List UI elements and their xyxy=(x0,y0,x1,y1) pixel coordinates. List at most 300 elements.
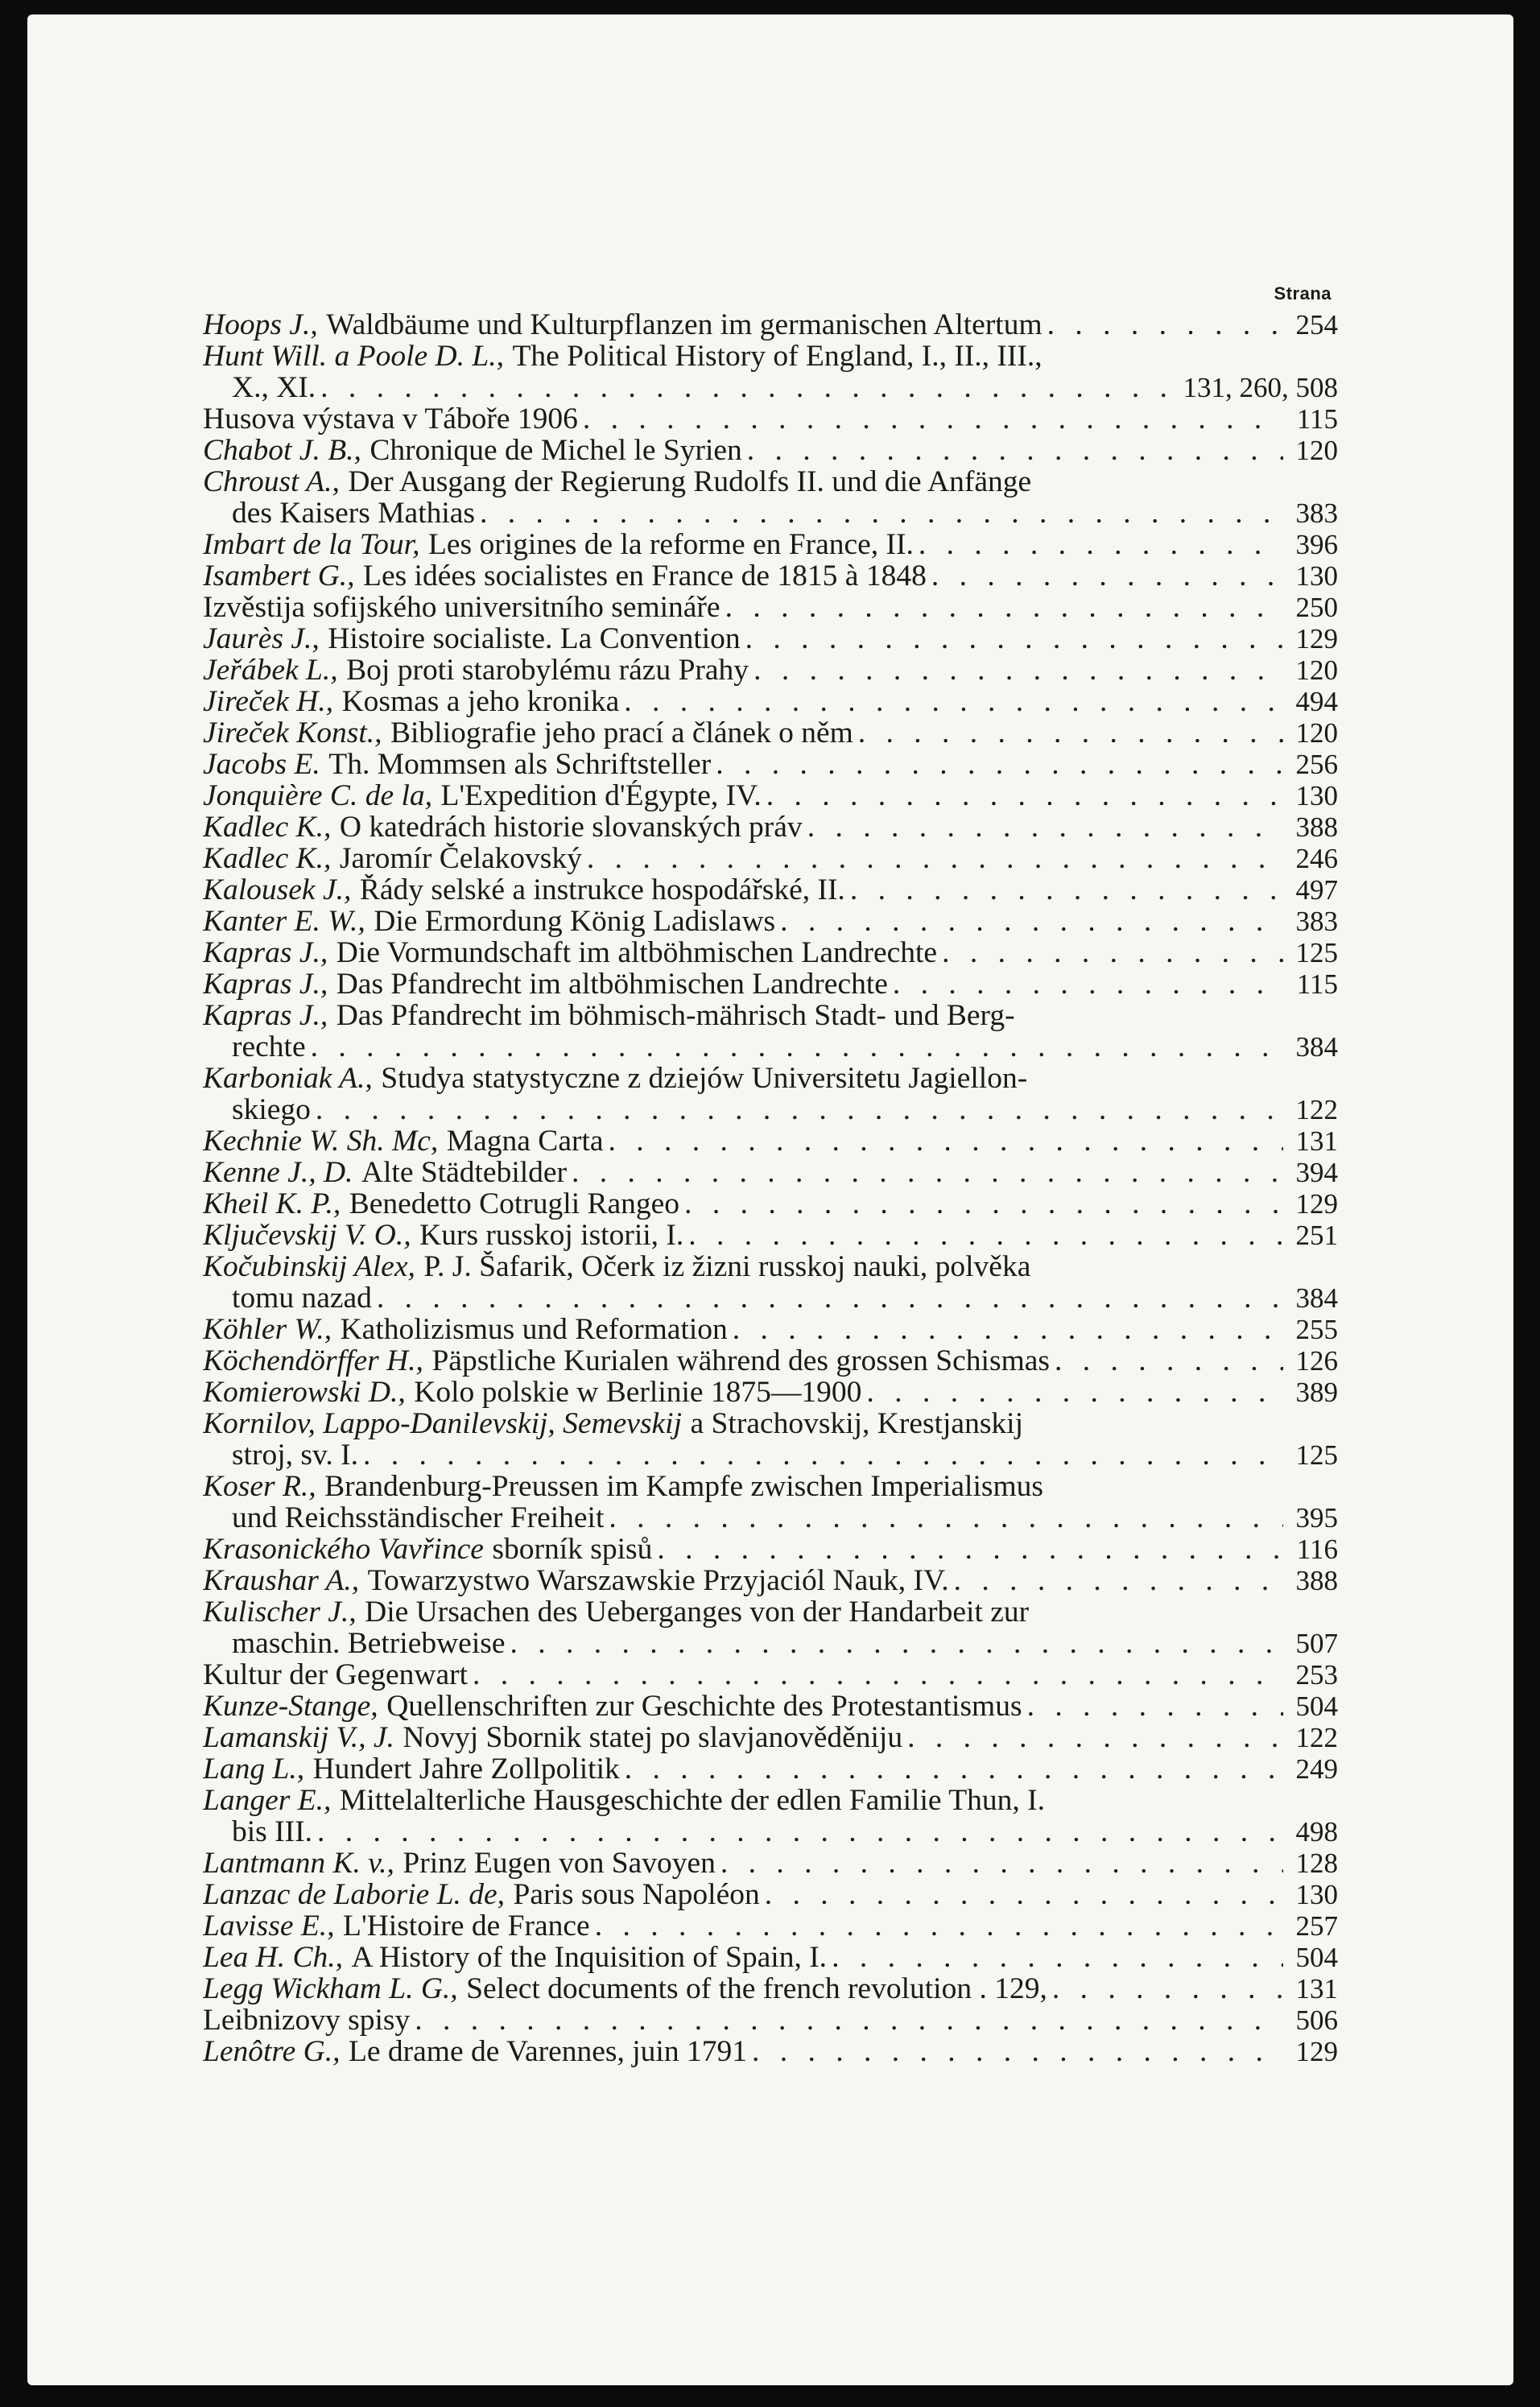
page-number: 507 xyxy=(1295,1628,1338,1659)
entry-author: Kulischer J., xyxy=(203,1596,357,1628)
entry-title: Řády selské a instrukce hospodářské, II. xyxy=(359,874,845,906)
page-number: 388 xyxy=(1295,1565,1338,1596)
entry-author: Chabot J. B., xyxy=(203,435,361,466)
entry-title: Studya statystyczne z dziejów Universitetu Jagiellon- xyxy=(381,1063,1028,1094)
entry-line xyxy=(203,1722,1338,1753)
entry-title: P. J. Šafarik, Očerk iz žizni russkoj nauki, polvěka xyxy=(423,1251,1031,1282)
index-entry xyxy=(203,1848,1338,1879)
entry-author: Kunze-Stange, xyxy=(203,1691,378,1722)
entry-author: Imbart de la Tour, xyxy=(203,529,420,560)
leader-dots xyxy=(1022,1691,1283,1722)
entry-title: Novyj Sbornik statej po slavjanověděniju xyxy=(403,1722,903,1753)
entry-title: Die Ermordung König Ladislaws xyxy=(374,906,776,937)
leader-dots xyxy=(914,529,1283,560)
entry-line xyxy=(203,1879,1338,1910)
page-number: 130 xyxy=(1295,1879,1338,1910)
index-entry xyxy=(203,1377,1338,1408)
index-entry xyxy=(203,686,1338,717)
leader-dots xyxy=(775,906,1283,937)
entry-author: Kechnie W. Sh. Mc, xyxy=(203,1125,439,1157)
entry-title: Mittelalterliche Hausgeschichte der edlen Familie Thun, I. xyxy=(339,1785,1045,1816)
entry-line xyxy=(203,1565,1338,1596)
page-number: 383 xyxy=(1295,498,1338,529)
entry-author: Langer E., xyxy=(203,1785,332,1816)
entry-line xyxy=(203,874,1338,906)
index-entry xyxy=(203,749,1338,780)
entry-title: Kurs russkoj istorii, I. xyxy=(419,1220,684,1251)
entry-author: Köchendörffer H., xyxy=(203,1345,423,1377)
entry-author: Kanter E. W., xyxy=(203,906,365,937)
leader-dots xyxy=(747,2036,1283,2067)
index-entry xyxy=(203,623,1338,654)
leader-dots xyxy=(604,1125,1283,1157)
entry-title: Les idées socialistes en France de 1815 à 1848 xyxy=(363,560,927,592)
index-entry xyxy=(203,654,1338,686)
leader-dots xyxy=(803,811,1283,843)
entry-line xyxy=(203,1848,1338,1879)
leader-dots xyxy=(853,717,1283,749)
page-number: 394 xyxy=(1295,1157,1338,1188)
entry-author: Lea H. Ch., xyxy=(203,1942,343,1973)
entry-line xyxy=(203,2036,1338,2067)
leader-dots xyxy=(311,1094,1283,1125)
entry-line xyxy=(203,529,1338,560)
entry-line xyxy=(203,309,1338,341)
entry-title: Die Ursachen des Ueberganges von der Handarbeit zur xyxy=(365,1596,1030,1628)
leader-dots xyxy=(590,1910,1283,1942)
index-entry xyxy=(203,466,1338,529)
leader-dots xyxy=(741,623,1283,654)
entry-continuation-line xyxy=(203,498,1338,529)
entry-line xyxy=(203,1596,1338,1628)
entry-author: Kenne J., D. xyxy=(203,1157,353,1188)
index-entry xyxy=(203,341,1338,403)
entry-author: Kadlec K., xyxy=(203,843,332,874)
entry-title: The Political History of England, I., II., III., xyxy=(512,341,1042,372)
leader-dots xyxy=(578,403,1283,435)
index-entry xyxy=(203,403,1338,435)
page-number: 128 xyxy=(1295,1848,1338,1879)
page-number: 388 xyxy=(1295,811,1338,843)
page-number: 383 xyxy=(1295,906,1338,937)
entry-author: Kapras J., xyxy=(203,968,328,1000)
page-number: 395 xyxy=(1295,1502,1338,1534)
page-number: 125 xyxy=(1295,937,1338,968)
leader-dots xyxy=(372,1282,1283,1314)
entry-title: Die Vormundschaft im altböhmischen Landrechte xyxy=(336,937,938,968)
index-entry xyxy=(203,1596,1338,1659)
index-entry xyxy=(203,1910,1338,1942)
page-number: 504 xyxy=(1295,1691,1338,1722)
leader-dots xyxy=(827,1942,1283,1973)
entry-line xyxy=(203,560,1338,592)
index-entry xyxy=(203,906,1338,937)
entry-author: Hoops J., xyxy=(203,309,318,341)
index-entry xyxy=(203,2004,1338,2036)
leader-dots xyxy=(1050,1345,1283,1377)
entry-author: Ključevskij V. O., xyxy=(203,1220,411,1251)
page-number: 115 xyxy=(1296,968,1338,1000)
entry-title: Jaromír Čelakovský xyxy=(339,843,582,874)
page-number: 125 xyxy=(1295,1439,1338,1471)
index-entry xyxy=(203,1753,1338,1785)
entry-title: skiego xyxy=(232,1094,311,1125)
index-entry xyxy=(203,1942,1338,1973)
leader-dots xyxy=(720,592,1283,623)
page-number: 251 xyxy=(1295,1220,1338,1251)
entry-line xyxy=(203,592,1338,623)
entry-line xyxy=(203,1534,1338,1565)
entry-author: Lamanskij V., J. xyxy=(203,1722,394,1753)
scanned-page xyxy=(27,14,1513,2385)
entry-author: Jonquière C. de la, xyxy=(203,780,433,811)
entry-title: Paris sous Napoléon xyxy=(513,1879,760,1910)
entry-author: Jireček Konst., xyxy=(203,717,382,749)
index-entry xyxy=(203,843,1338,874)
index-entry xyxy=(203,937,1338,968)
entry-title: Waldbäume und Kulturpflanzen im germanischen Altertum xyxy=(326,309,1042,341)
entry-line xyxy=(203,1251,1338,1282)
entry-title: Der Ausgang der Regierung Rudolfs II. und die Anfänge xyxy=(348,466,1032,498)
entry-line xyxy=(203,1408,1338,1439)
leader-dots xyxy=(742,435,1283,466)
entry-title: X., XI. xyxy=(232,372,316,403)
entry-title: Chronique de Michel le Syrien xyxy=(370,435,742,466)
entry-title: Magna Carta xyxy=(446,1125,604,1157)
entry-line xyxy=(203,1691,1338,1722)
entry-line xyxy=(203,937,1338,968)
entry-title: A History of the Inquisition of Spain, I. xyxy=(351,1942,828,1973)
entry-line xyxy=(203,1659,1338,1691)
page-number: 131 xyxy=(1295,1125,1338,1157)
entry-title: und Reichsständischer Freiheit xyxy=(232,1502,605,1534)
leader-dots xyxy=(679,1188,1283,1220)
index-entry xyxy=(203,1659,1338,1691)
entry-title: Les origines de la reforme en France, II. xyxy=(428,529,914,560)
entry-title: Kultur der Gegenwart xyxy=(203,1659,469,1691)
leader-dots xyxy=(468,1659,1283,1691)
page-number: 115 xyxy=(1296,403,1338,435)
page-number: 250 xyxy=(1295,592,1338,623)
entry-title: Bibliografie jeho prací a článek o něm xyxy=(390,717,853,749)
page-number: 497 xyxy=(1295,874,1338,906)
entry-title: a Strachovskij, Krestjanskij xyxy=(690,1408,1024,1439)
leader-dots xyxy=(760,1879,1283,1910)
leader-dots xyxy=(358,1439,1283,1471)
index-entry xyxy=(203,1785,1338,1848)
index-entry xyxy=(203,1125,1338,1157)
entry-author: Lavisse E., xyxy=(203,1910,335,1942)
entry-title: Kosmas a jeho kronika xyxy=(341,686,620,717)
entry-line xyxy=(203,1220,1338,1251)
page-number: 254 xyxy=(1295,309,1338,341)
page-number: 504 xyxy=(1295,1942,1338,1973)
entry-author: Kheil K. P., xyxy=(203,1188,341,1220)
index-entry xyxy=(203,1879,1338,1910)
page-number: 120 xyxy=(1295,435,1338,466)
entry-title: Katholizismus und Reformation xyxy=(340,1314,728,1345)
leader-dots xyxy=(505,1628,1283,1659)
index-entry xyxy=(203,1188,1338,1220)
leader-dots xyxy=(312,1816,1283,1848)
leader-dots xyxy=(902,1722,1283,1753)
entry-line xyxy=(203,466,1338,498)
entry-author: Jacobs E. xyxy=(203,749,320,780)
entry-line xyxy=(203,341,1338,372)
entry-author: Hunt Will. a Poole D. L., xyxy=(203,341,504,372)
entry-line xyxy=(203,1910,1338,1942)
page-number: 116 xyxy=(1296,1534,1338,1565)
index-entry xyxy=(203,1251,1338,1314)
entry-author: Karboniak A., xyxy=(203,1063,373,1094)
entry-line xyxy=(203,1377,1338,1408)
leader-dots xyxy=(845,874,1283,906)
entry-title: Brandenburg-Preussen im Kampfe zwischen Imperialismus xyxy=(324,1471,1043,1502)
index-entry xyxy=(203,592,1338,623)
entry-author: Jaurès J., xyxy=(203,623,320,654)
entry-line xyxy=(203,811,1338,843)
entry-continuation-line xyxy=(203,1628,1338,1659)
entry-continuation-line xyxy=(203,1282,1338,1314)
page-number: 506 xyxy=(1295,2004,1338,2036)
page-number: 120 xyxy=(1295,654,1338,686)
page-number: 130 xyxy=(1295,780,1338,811)
index-entry xyxy=(203,1314,1338,1345)
index-entry xyxy=(203,1345,1338,1377)
page-number: 389 xyxy=(1295,1377,1338,1408)
entry-line xyxy=(203,1063,1338,1094)
entry-author: Kraushar A., xyxy=(203,1565,360,1596)
entry-title: Boj proti starobylému rázu Prahy xyxy=(346,654,749,686)
index-entry xyxy=(203,874,1338,906)
entry-author: Lanzac de Laborie L. de, xyxy=(203,1879,505,1910)
entry-title: Le drame de Varennes, juin 1791 xyxy=(348,2036,747,2067)
leader-dots xyxy=(937,937,1283,968)
entry-title: Select documents of the french revolution . 129, xyxy=(466,1973,1047,2004)
entry-author: Koser R., xyxy=(203,1471,316,1502)
leader-dots xyxy=(652,1534,1283,1565)
entry-author: Kapras J., xyxy=(203,1000,328,1031)
leader-dots xyxy=(949,1565,1283,1596)
entry-line xyxy=(203,780,1338,811)
entry-author: Komierowski D., xyxy=(203,1377,406,1408)
entry-title: rechte xyxy=(232,1031,306,1063)
entry-author: Kočubinskij Alex, xyxy=(203,1251,415,1282)
entry-title: stroj, sv. I. xyxy=(232,1439,358,1471)
index-entry xyxy=(203,1000,1338,1063)
leader-dots xyxy=(604,1502,1283,1534)
leader-dots xyxy=(888,968,1283,1000)
entry-title: Histoire socialiste. La Convention xyxy=(328,623,741,654)
leader-dots xyxy=(475,498,1283,529)
page-number: 494 xyxy=(1295,686,1338,717)
entry-author: Kadlec K., xyxy=(203,811,332,843)
page-number: 257 xyxy=(1295,1910,1338,1942)
entry-line xyxy=(203,403,1338,435)
entry-title: Prinz Eugen von Savoyen xyxy=(403,1848,716,1879)
leader-dots xyxy=(683,1220,1283,1251)
entry-line xyxy=(203,654,1338,686)
entry-line xyxy=(203,1188,1338,1220)
page-number: 130 xyxy=(1295,560,1338,592)
entry-title: Kolo polskie w Berlinie 1875—1900 xyxy=(414,1377,862,1408)
page-number: 249 xyxy=(1295,1753,1338,1785)
entry-line xyxy=(203,1471,1338,1502)
leader-dots xyxy=(762,780,1283,811)
index-entry xyxy=(203,717,1338,749)
entry-title: maschin. Betriebweise xyxy=(232,1628,506,1659)
entry-continuation-line xyxy=(203,1502,1338,1534)
index-entry xyxy=(203,560,1338,592)
entry-title: Hundert Jahre Zollpolitik xyxy=(312,1753,620,1785)
leader-dots xyxy=(619,686,1283,717)
page-number: 256 xyxy=(1295,749,1338,780)
leader-dots xyxy=(582,843,1283,874)
entry-line xyxy=(203,2004,1338,2036)
leader-dots xyxy=(861,1377,1283,1408)
index-entry xyxy=(203,1157,1338,1188)
index-entry xyxy=(203,1408,1338,1471)
index-entry xyxy=(203,811,1338,843)
entry-line xyxy=(203,435,1338,466)
entry-title: Th. Mommsen als Schriftsteller xyxy=(328,749,712,780)
leader-dots xyxy=(306,1031,1283,1063)
entry-title: Quellenschriften zur Geschichte des Protestantismus xyxy=(386,1691,1022,1722)
entry-title: Izvěstija sofijského universitního semináře xyxy=(203,592,720,623)
entry-title: Leibnizovy spisy xyxy=(203,2004,411,2036)
entry-title: Benedetto Cotrugli Rangeo xyxy=(349,1188,680,1220)
entry-author: Legg Wickham L. G., xyxy=(203,1973,458,2004)
entry-author: Chroust A., xyxy=(203,466,340,498)
leader-dots xyxy=(620,1753,1283,1785)
entry-line xyxy=(203,1000,1338,1031)
page-number: 131 xyxy=(1295,1973,1338,2004)
leader-dots xyxy=(1042,309,1283,341)
leader-dots xyxy=(1047,1973,1283,2004)
entry-line xyxy=(203,623,1338,654)
index-entry xyxy=(203,435,1338,466)
entry-title: Das Pfandrecht im böhmisch-mährisch Stadt- und Berg- xyxy=(336,1000,1015,1031)
entry-line xyxy=(203,1785,1338,1816)
index-entry xyxy=(203,1973,1338,2004)
entry-line xyxy=(203,1345,1338,1377)
entry-author: Lang L., xyxy=(203,1753,305,1785)
entry-line xyxy=(203,1942,1338,1973)
entry-continuation-line xyxy=(203,1031,1338,1063)
leader-dots xyxy=(749,654,1283,686)
page-number: 396 xyxy=(1295,529,1338,560)
entry-continuation-line xyxy=(203,372,1338,403)
index-entry xyxy=(203,968,1338,1000)
entry-title: bis III. xyxy=(232,1816,312,1848)
entry-author: Krasonického Vavřince xyxy=(203,1534,484,1565)
entry-line xyxy=(203,1125,1338,1157)
entry-continuation-line xyxy=(203,1094,1338,1125)
index-entry xyxy=(203,1691,1338,1722)
index-entry xyxy=(203,1063,1338,1125)
entry-line xyxy=(203,1314,1338,1345)
page-number: 129 xyxy=(1295,1188,1338,1220)
index-entry xyxy=(203,2036,1338,2067)
page-number: 126 xyxy=(1295,1345,1338,1377)
entry-line xyxy=(203,749,1338,780)
index-list xyxy=(203,280,1338,2067)
entry-author: Lantmann K. v., xyxy=(203,1848,394,1879)
entry-title: tomu nazad xyxy=(232,1282,372,1314)
entry-line xyxy=(203,1157,1338,1188)
entry-author: Kapras J., xyxy=(203,937,328,968)
entry-author: Jeřábek L., xyxy=(203,654,338,686)
entry-title: Päpstliche Kurialen während des grossen Schismas xyxy=(431,1345,1050,1377)
index-entry xyxy=(203,1534,1338,1565)
index-entry xyxy=(203,780,1338,811)
leader-dots xyxy=(927,560,1283,592)
leader-dots xyxy=(410,2004,1283,2036)
entry-title: O katedrách historie slovanských práv xyxy=(339,811,803,843)
page-number: 131, 260, 508 xyxy=(1183,372,1338,403)
entry-continuation-line xyxy=(203,1816,1338,1848)
entry-line xyxy=(203,686,1338,717)
entry-line xyxy=(203,906,1338,937)
index-entry xyxy=(203,529,1338,560)
entry-title: Towarzystwo Warszawskie Przyjaciól Nauk, IV. xyxy=(367,1565,949,1596)
entry-title: Das Pfandrecht im altböhmischen Landrechte xyxy=(336,968,888,1000)
index-entry xyxy=(203,1471,1338,1534)
entry-author: Lenôtre G., xyxy=(203,2036,341,2067)
index-entry xyxy=(203,1220,1338,1251)
entry-line xyxy=(203,843,1338,874)
page-number: 122 xyxy=(1295,1722,1338,1753)
page-number: 498 xyxy=(1295,1816,1338,1848)
strana-label: Strana xyxy=(1274,283,1332,303)
index-entry xyxy=(203,1722,1338,1753)
entry-line xyxy=(203,968,1338,1000)
entry-author: Kornilov, Lappo-Danilevskij, Semevskij xyxy=(203,1408,683,1439)
leader-dots xyxy=(567,1157,1283,1188)
entry-title: Husova výstava v Táboře 1906 xyxy=(203,403,578,435)
entry-author: Kalousek J., xyxy=(203,874,352,906)
page-number: 384 xyxy=(1295,1031,1338,1063)
entry-title: des Kaisers Mathias xyxy=(232,498,476,529)
leader-dots xyxy=(711,749,1283,780)
entry-title: L'Histoire de France xyxy=(343,1910,590,1942)
column-header xyxy=(203,280,1338,309)
page-number: 384 xyxy=(1295,1282,1338,1314)
leader-dots xyxy=(716,1848,1283,1879)
page-number: 129 xyxy=(1295,2036,1338,2067)
page-number: 120 xyxy=(1295,717,1338,749)
entry-author: Isambert G., xyxy=(203,560,355,592)
entry-author: Köhler W., xyxy=(203,1314,332,1345)
entry-line xyxy=(203,1973,1338,2004)
entry-line xyxy=(203,1753,1338,1785)
index-entry xyxy=(203,309,1338,341)
entries-container xyxy=(203,309,1338,2067)
page-number: 253 xyxy=(1295,1659,1338,1691)
page-number: 129 xyxy=(1295,623,1338,654)
leader-dots xyxy=(728,1314,1283,1345)
index-entry xyxy=(203,1565,1338,1596)
page-number: 255 xyxy=(1295,1314,1338,1345)
page-number: 122 xyxy=(1295,1094,1338,1125)
page-number: 246 xyxy=(1295,843,1338,874)
entry-author: Jireček H., xyxy=(203,686,334,717)
entry-title: sborník spisů xyxy=(492,1534,653,1565)
entry-title: Alte Städtebilder xyxy=(361,1157,568,1188)
entry-title: L'Expedition d'Égypte, IV. xyxy=(440,780,762,811)
entry-continuation-line xyxy=(203,1439,1338,1471)
leader-dots xyxy=(316,372,1175,403)
